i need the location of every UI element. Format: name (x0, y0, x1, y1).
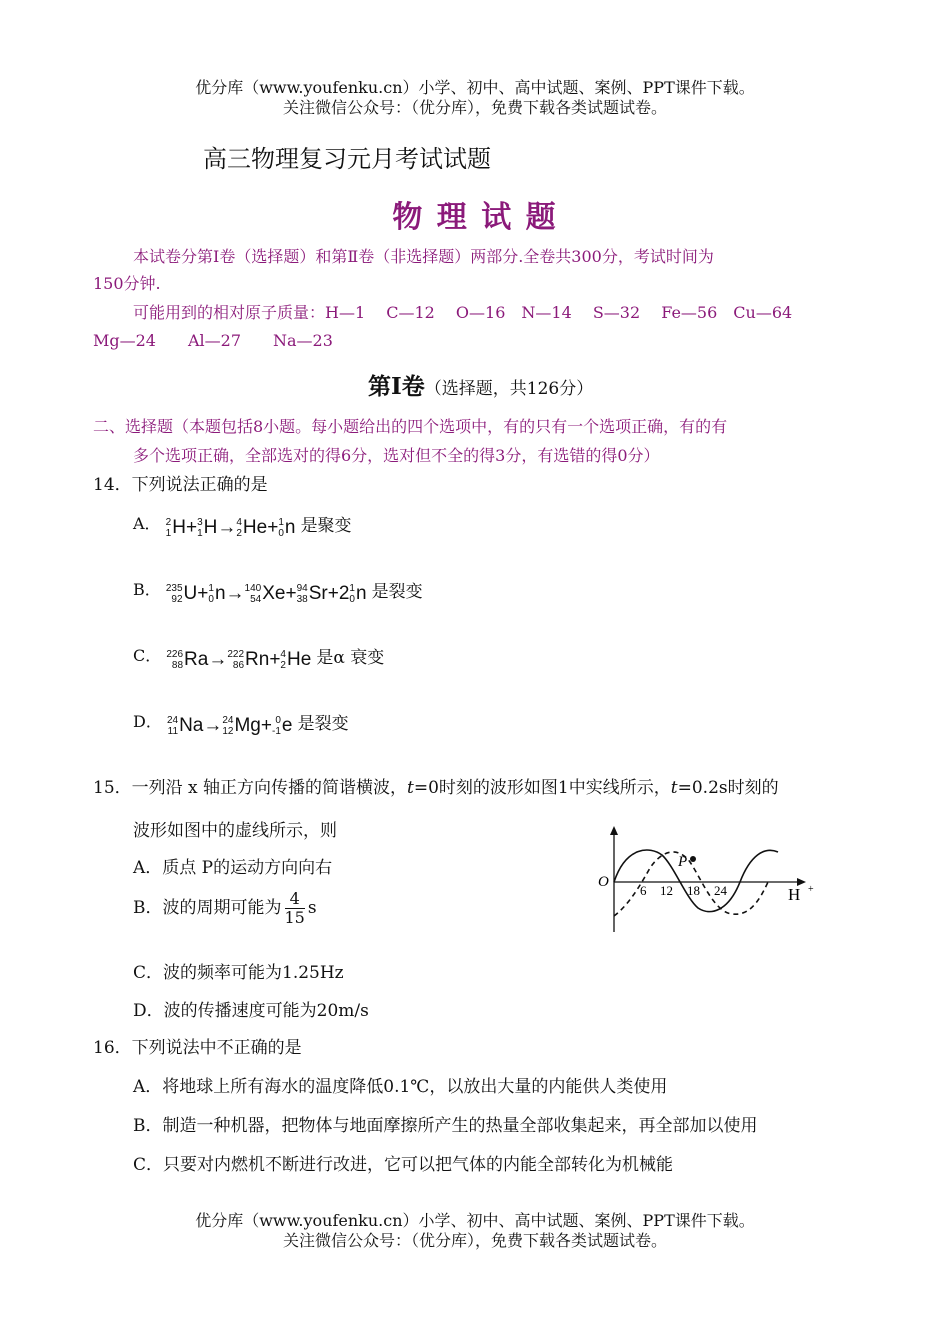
instruction-line-2: 多个选项正确，全部选对的得6分，选对但不全的得3分，有选错的得0分） (133, 446, 660, 465)
fusion-equation: 2 1 H+ 3 1 H→ 4 2 He+ 1 0 n (165, 517, 296, 539)
option-label: B． (133, 580, 161, 599)
q16-option-c: C．只要对内燃机不断进行改进，它可以把气体的内能全部转化为机械能 (133, 1155, 674, 1175)
origin-label: O (598, 874, 609, 890)
tick-24: 24 (714, 883, 727, 898)
fission-equation: 235 92 U+ 1 0 n→ 140 54 Xe+ 94 38 Sr+2 1 0 n (165, 583, 367, 605)
q14-option-d (133, 709, 349, 737)
part-1-note: （选择题，共126分） (424, 379, 594, 399)
footer-line-1: 优分库（www.youfenku.cn）小学、初中、高中试题、案例、PPT课件下载。 (195, 1211, 755, 1230)
intro-line-2: 150分钟. (93, 274, 161, 293)
tick-12: 12 (660, 883, 673, 898)
q15-option-b: B．波的周期可能为 $\frac{4}{15}$ s (133, 889, 317, 927)
option-d-tail: 是裂变 (297, 714, 349, 734)
exam-title: 高三物理复习元月考试试题 (203, 145, 491, 173)
q16-option-a: A．将地球上所有海水的温度降低0.1℃，以放出大量的内能供人类使用 (133, 1077, 668, 1097)
footer-line-2: 关注微信公众号：（优分库），免费下载各类试题试卷。 (282, 1231, 667, 1250)
atomic-mass-line-1: 可能用到的相对原子质量：H—1 C—12 O—16 N—14 S—32 Fe—56 Cu—64 (133, 303, 793, 322)
q15-option-c: C．波的频率可能为1.25Hz (133, 963, 344, 983)
solid-wave (614, 850, 778, 912)
q15-option-d: D．波的传播速度可能为20m/s (133, 1001, 369, 1021)
option-label: D． (133, 712, 162, 731)
axis-label: H (788, 885, 801, 904)
beta-decay-equation: 24 11 Na→ 24 12 Mg+ 0 -1 e (166, 715, 293, 737)
axis-label-sup: + (808, 884, 814, 895)
q15-stem-line-1: 15．一列沿 x 轴正方向传播的简谐横波，t=0时刻的波形如图1中实线所示，t=0.2s时刻的 (93, 778, 779, 798)
part-1-heading (368, 368, 593, 401)
option-label: A． (133, 514, 161, 533)
point-p-marker (690, 856, 696, 862)
header-line-1: 优分库（www.youfenku.cn）小学、初中、高中试题、案例、PPT课件下载。 (195, 78, 755, 97)
q16-option-b: B．制造一种机器，把物体与地面摩擦所产生的热量全部收集起来，再全部加以使用 (133, 1116, 758, 1136)
header-line-2: 关注微信公众号：（优分库），免费下载各类试题试卷。 (282, 98, 667, 117)
q15-stem-line-2: 波形如图中的虚线所示，则 (133, 821, 337, 841)
point-p-label: P (678, 854, 688, 870)
period-fraction: $\frac{4}{15}$ (284, 889, 305, 927)
intro-line-1: 本试卷分第Ⅰ卷（选择题）和第Ⅱ卷（非选择题）两部分.全卷共300分，考试时间为 (133, 247, 714, 266)
instruction-line-1: 二、选择题（本题包括8小题。每小题给出的四个选项中，有的只有一个选项正确，有的有 (93, 417, 728, 436)
atomic-mass-line-2: Mg—24 Al—27 Na—23 (93, 331, 333, 350)
wave-figure (590, 822, 830, 940)
q15-option-a: A．质点 P的运动方向向右 (133, 858, 333, 878)
option-a-tail: 是聚变 (300, 516, 352, 536)
q14-stem: 14．下列说法正确的是 (93, 475, 268, 495)
y-axis-arrow-icon (610, 826, 618, 835)
q14-option-b (133, 577, 423, 605)
subject-title: 物 理 试 题 (392, 200, 558, 235)
part-1-title: 第Ⅰ卷 (368, 373, 425, 400)
q14-option-c (133, 643, 384, 671)
q16-stem: 16．下列说法中不正确的是 (93, 1038, 302, 1058)
option-c-tail: 是α 衰变 (316, 648, 385, 668)
q14-option-a (133, 511, 352, 539)
option-label: C． (133, 646, 162, 665)
tick-18: 18 (687, 883, 700, 898)
tick-6: 6 (640, 883, 647, 898)
option-b-tail: 是裂变 (371, 582, 423, 602)
alpha-decay-equation: 226 88 Ra→ 222 86 Rn+ 4 2 He (166, 649, 312, 671)
